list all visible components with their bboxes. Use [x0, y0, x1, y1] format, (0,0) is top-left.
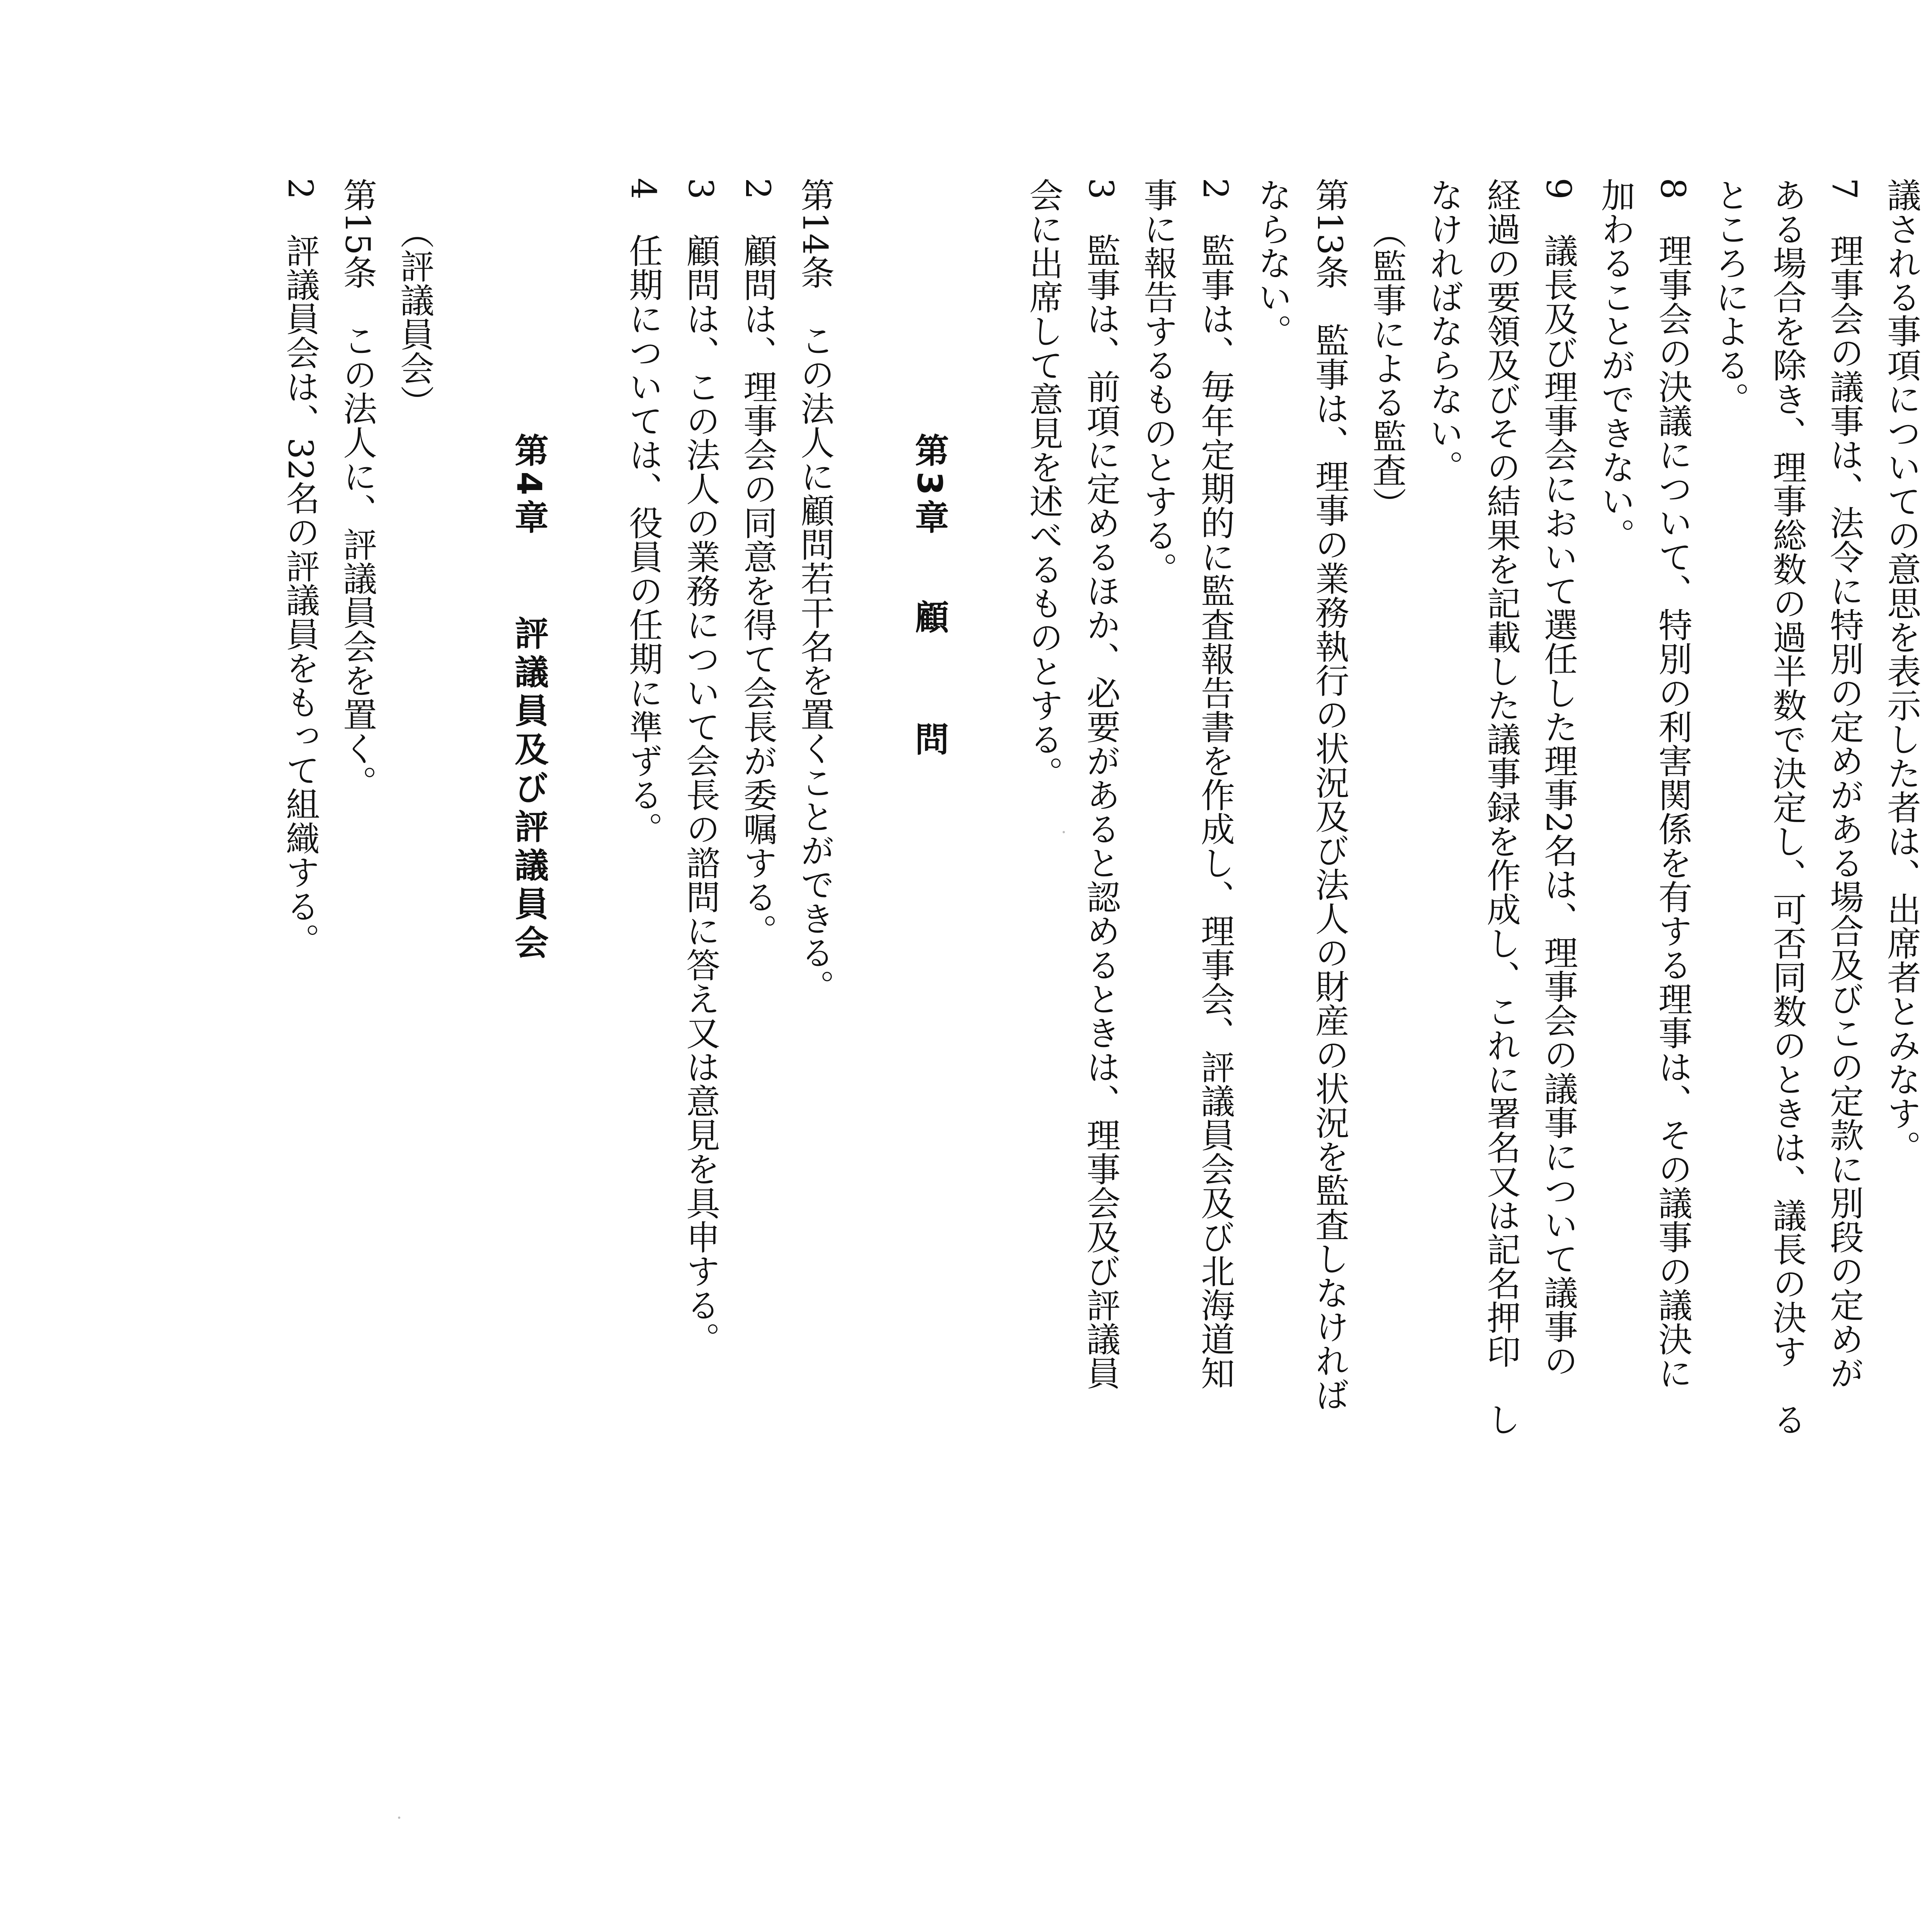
- text-line: 事に報告するものとする。: [1138, 178, 1178, 586]
- text-line: 3 顧問は、この法人の業務について会長の諮問に答え又は意見を具申する。: [681, 178, 721, 1356]
- chapter-3-title-text: 顧 問: [910, 599, 949, 783]
- scan-speck: [1063, 831, 1065, 833]
- text-line: 経過の要領及びその結果を記載した議事録を作成し、これに署名又は記名押印 し: [1481, 178, 1521, 1436]
- text-line: なければならない。: [1424, 178, 1464, 484]
- text-line: ならない。: [1253, 178, 1293, 348]
- text-line: 会に出席して意見を述べるものとする。: [1024, 178, 1064, 790]
- chapter-3-label: 第3章: [910, 433, 949, 539]
- chapter-3-heading: [901, 178, 958, 1917]
- scan-speck: [398, 1817, 400, 1819]
- chapter-4-label: 第4章: [509, 433, 549, 539]
- text-line: 2 顧問は、理事会の同意を得て会長が委嘱する。: [738, 178, 778, 948]
- chapter-3-title: [910, 538, 949, 783]
- text-line: 9 議長及び理事会において選任した理事2名は、理事会の議事について議事の: [1539, 178, 1578, 1377]
- text-line: 4 任期については、役員の任期に準ずる。: [624, 178, 663, 846]
- vertical-text-body: [272, 178, 1932, 1801]
- spacer: [844, 178, 901, 1801]
- text-line: 2 評議員会は、32名の評議員をもって組織する。: [281, 178, 320, 957]
- text-line: 7 理事会の議事は、法令に特別の定めがある場合及びこの定款に別段の定めが: [1825, 178, 1864, 1390]
- spacer: [558, 178, 615, 1801]
- spacer: [443, 178, 500, 1801]
- chapter-4-heading: [500, 178, 558, 1917]
- text-line: 第15条 この法人に、評議員会を置く。: [338, 178, 378, 799]
- text-line: 第14条 この法人に顧問若干名を置くことができる。: [795, 178, 835, 1003]
- spacer: [958, 178, 1015, 1801]
- section-heading: （評議員会）: [395, 215, 435, 419]
- text-line: ところによる。: [1710, 178, 1750, 416]
- text-line: 加わることができない。: [1596, 178, 1636, 552]
- text-line: 3 監事は、前項に定めるほか、必要があると認めるときは、理事会及び評議員: [1081, 178, 1121, 1390]
- chapter-4-title: 評議員及び評議員会: [509, 616, 549, 964]
- text-line: 2 監事は、毎年定期的に監査報告書を作成し、理事会、評議員会及び北海道知: [1196, 178, 1235, 1390]
- text-line: 8 理事会の決議について、特別の利害関係を有する理事は、その議事の議決に: [1653, 178, 1693, 1390]
- text-line: ある場合を除き、理事総数の過半数で決定し、可否同数のときは、議長の決す る: [1767, 178, 1807, 1436]
- text-line: 第13条 監事は、理事の業務執行の状況及び法人の財産の状況を監査しなければ: [1310, 178, 1350, 1411]
- text-line: [1930, 178, 1932, 1801]
- section-heading: （監事による監査）: [1367, 215, 1407, 521]
- text-line: 議される事項についての意思を表示した者は、出席者とみなす。: [1882, 178, 1922, 1164]
